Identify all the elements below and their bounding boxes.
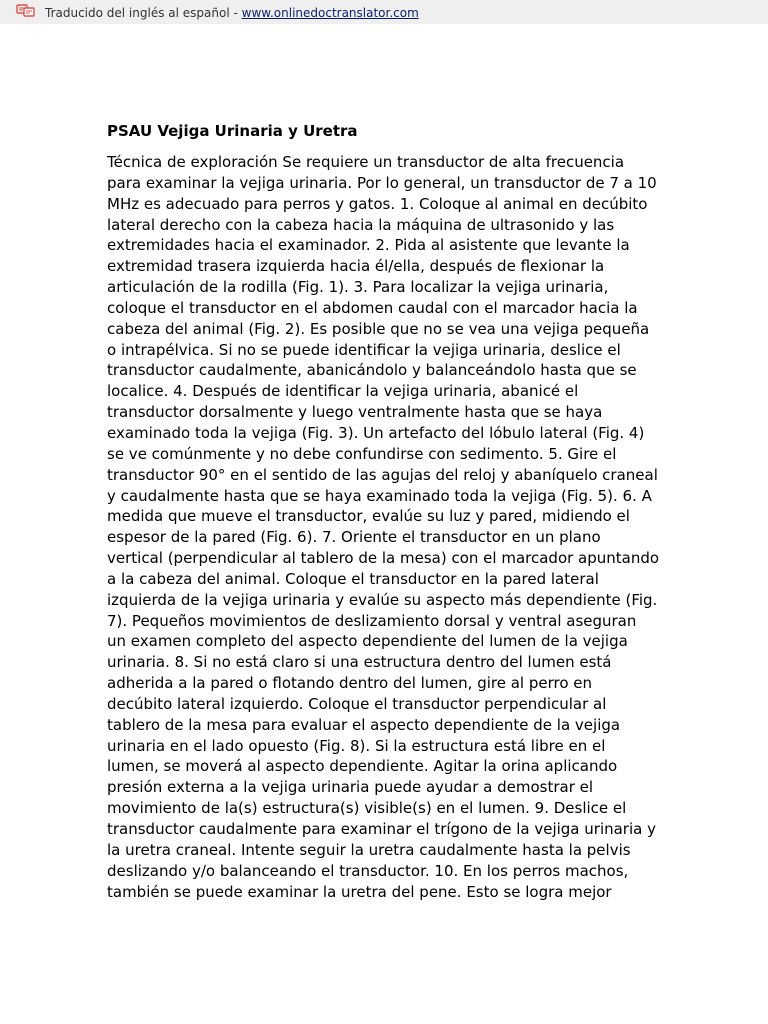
body-line: adherida a la pared o flotando dentro del lumen, gire al perro en (107, 674, 593, 693)
body-line: la uretra craneal. Intente seguir la uretra caudalmente hasta la pelvis (107, 840, 631, 859)
translation-banner (0, 0, 768, 24)
document-title: PSAU Vejiga Urinaria y Uretra (107, 122, 358, 140)
body-line: extremidades hacia el examinador. 2. Pida al asistente que levante la (107, 236, 630, 255)
body-line: transductor caudalmente para examinar el trígono de la vejiga urinaria y (107, 820, 656, 838)
body-line: tablero de la mesa para evaluar el aspecto dependiente de la vejiga (107, 715, 621, 734)
body-line: también se puede examinar la uretra del pene. Esto se logra mejor (107, 882, 612, 901)
body-line: izquierda de la vejiga urinaria y evalúe su aspecto más dependiente (Fig. (107, 590, 658, 609)
body-line: o intrapélvica. Si no se puede identificar la vejiga urinaria, deslice el (107, 340, 621, 359)
body-line: vertical (perpendicular al tablero de la mesa) con el marcador apuntando (107, 549, 660, 568)
body-line: espesor de la pared (Fig. 6). 7. Oriente el transductor en un plano (107, 528, 601, 547)
translator-logo-icon (16, 3, 36, 19)
body-line: transductor dorsalmente y luego ventralmente hasta que se haya (107, 403, 603, 422)
body-line: lumen, se moverá al aspecto dependiente. Agitar la orina aplicando (107, 757, 618, 776)
body-line: 7). Pequeños movimientos de deslizamiento dorsal y ventral aseguran (107, 611, 637, 630)
translation-notice-label: Traducido del inglés al español - (45, 6, 242, 20)
body-line: Técnica de exploración Se requiere un transductor de alta frecuencia (107, 153, 625, 171)
body-line: examinado toda la vejiga (Fig. 3). Un artefacto del lóbulo lateral (Fig. 4) (107, 423, 645, 442)
body-line: coloque el transductor en el abdomen caudal con el marcador hacia la (107, 298, 638, 317)
body-line: urinaria. 8. Si no está claro si una estructura dentro del lumen está (107, 653, 612, 672)
body-line: a la cabeza del animal. Coloque el transductor en la pared lateral (107, 569, 599, 588)
translator-link[interactable]: www.onlinedoctranslator.com (241, 6, 419, 20)
body-line: medida que mueve el transductor, evalúe su luz y pared, midiendo el (107, 507, 630, 526)
body-line: un examen completo del aspecto dependiente del lumen de la vejiga (107, 632, 628, 651)
body-line: extremidad trasera izquierda hacia él/ella, después de flexionar la (107, 257, 605, 276)
body-line: se ve comúnmente y no debe confundirse con sedimento. 5. Gire el (107, 444, 617, 463)
body-line: urinaria en el lado opuesto (Fig. 8). Si la estructura está libre en el (107, 736, 606, 755)
body-line: cabeza del animal (Fig. 2). Es posible que no se vea una vejiga pequeña (107, 319, 650, 338)
body-line: localice. 4. Después de identificar la vejiga urinaria, abanicé el (107, 382, 579, 401)
body-line: lateral derecho con la cabeza hacia la máquina de ultrasonido y las (107, 215, 615, 234)
body-line: transductor 90° en el sentido de las agujas del reloj y abaníquelo craneal (107, 465, 658, 484)
body-line: para examinar la vejiga urinaria. Por lo general, un transductor de 7 a 10 (107, 173, 657, 192)
body-line: articulación de la rodilla (Fig. 1). 3. Para localizar la vejiga urinaria, (107, 278, 609, 297)
translation-notice (45, 6, 419, 20)
body-line: MHz es adecuado para perros y gatos. 1. Coloque al animal en decúbito (107, 194, 648, 213)
document-body (107, 152, 677, 902)
body-line: transductor caudalmente, abanicándolo y balanceándolo hasta que se (107, 361, 637, 380)
body-line: deslizando y/o balanceando el transductor. 10. En los perros machos, (107, 861, 629, 880)
body-line: y caudalmente hasta que se haya examinado toda la vejiga (Fig. 5). 6. A (107, 486, 652, 505)
body-line: presión externa a la vejiga urinaria puede ayudar a demostrar el (107, 778, 594, 797)
body-line: decúbito lateral izquierdo. Coloque el transductor perpendicular al (107, 694, 607, 713)
body-line: movimiento de la(s) estructura(s) visible(s) en el lumen. 9. Deslice el (107, 799, 627, 818)
